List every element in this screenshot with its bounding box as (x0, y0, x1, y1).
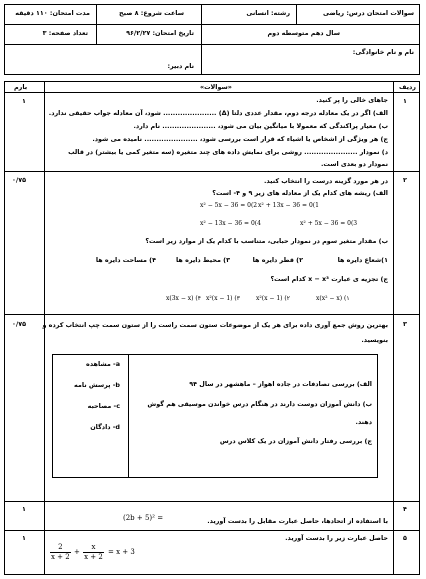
exam-date: تاریخ امتحان: ۹۶/۲/۲۷ (126, 29, 194, 37)
fraction-denominator: x + 2 (51, 552, 70, 561)
question-title: در هر مورد گزینه درست را انتخاب کنید. (264, 177, 388, 185)
question-text: حاصل عبارت زیر را بدست آورید. (285, 534, 388, 542)
start-time: ساعت شروع: ۸ صبح (119, 9, 184, 17)
question-title: جاهای خالی را پر کنید. (316, 96, 388, 104)
mc-option[interactable]: x(3x − x) (۴ (166, 295, 201, 302)
question-score: ۰/۷۵ (12, 176, 27, 184)
fraction (83, 543, 104, 562)
table-divider (4, 501, 420, 502)
teacher-name-field[interactable]: نام دبیر: (167, 62, 194, 70)
fill-blank-d-cont: نمودار دو بعدی است. (321, 160, 388, 168)
identity-expression: (2b + 5)² = (123, 514, 164, 522)
mc-option[interactable]: x² + 5x − 36 = 0(3 (300, 220, 358, 227)
question-title: بهترین روش جمع آوری داده برای هر یک از موضوعات ستون سمت راست را از ستون سمت چپ انتخاب کرده و (42, 321, 388, 329)
mc-option[interactable]: ۴) مساحت دایره ها (95, 256, 156, 264)
matching-left-item: d- دادگان (90, 423, 120, 431)
question-number: ۵ (403, 534, 407, 542)
mc-option[interactable]: x² − 5x − 36 = 0(2 (200, 202, 258, 209)
question-number: ۱ (403, 97, 407, 105)
grade-label: سال دهم متوسطه دوم (267, 29, 340, 37)
header-divider (4, 44, 420, 45)
plus-sign: + (73, 547, 80, 556)
table-divider (128, 354, 129, 478)
matching-left-item: c- مصاحبه (87, 402, 120, 410)
matching-right-item: ب) دانش آموزان دوست دارند در هنگام درس خواندن موسیقی هم گوش (147, 400, 372, 408)
duration: مدت امتحان: ۱۱۰ دقیقه (15, 9, 90, 17)
matching-right-item: ج) بررسی رفتار دانش آموزان در یک کلاس درس (219, 437, 372, 445)
fraction-numerator: 2 (50, 543, 71, 553)
header-divider (296, 4, 297, 24)
question-number: ۳ (403, 320, 407, 328)
header-divider (201, 4, 202, 44)
table-divider (4, 92, 420, 93)
fraction-numerator: x (83, 543, 104, 553)
col-header-questions: «سوالات» (200, 83, 232, 91)
question-number: ۴ (403, 505, 407, 513)
mc-option[interactable]: x²(x − 1) (۲ (256, 295, 290, 302)
matching-left-item: a- مشاهده (86, 360, 120, 368)
mc-option[interactable]: ۲) قطر دایره ها (252, 256, 303, 264)
question-title-cont: بنویسید. (361, 336, 388, 344)
header-divider (96, 4, 97, 44)
mc-option[interactable]: x(x² − x) (۱ (316, 295, 350, 302)
header-divider (4, 24, 420, 25)
mc-question-c: ج) تجزیه ی عبارت x − x³ کدام است؟ (270, 275, 388, 283)
fill-blank-d: د) نمودار ...................... روشی برای نمایش داده های چند متغیره (سه متغیر کمی یا بیشتر) در قالب (68, 148, 388, 156)
fill-blank-a: الف) اگر در یک معادله درجه دوم، مقدار عددی دلتا (Δ) ...................... شود، آن معادله جواب حقیقی ندارد. (48, 109, 388, 117)
question-number: ۲ (403, 176, 407, 184)
matching-right-item: الف) بررسی تصادفات در جاده اهواز – ماهشهر در سال ۹۴ (189, 380, 372, 388)
mc-option[interactable]: ۳) محیط دایره ها (176, 256, 230, 264)
fraction-denominator: x + 2 (84, 552, 103, 561)
question-score: ۱ (22, 505, 26, 513)
question-score: ۰/۷۵ (12, 320, 27, 328)
mc-question-a: الف) ریشه های کدام یک از معادله های زیر ۹ و ۴- است؟ (212, 189, 388, 197)
question-text: با استفاده از اتحادها، حاصل عبارت مقابل را بدست آورید. (207, 517, 388, 525)
mc-option[interactable]: x² + 13x − 36 = 0(1 (258, 202, 319, 209)
mc-option[interactable]: x² − 13x − 36 = 0(4 (200, 220, 261, 227)
fill-blank-c: ج) هر ویژگی از اشخاص یا اشیاء که قرار است بررسی شود، ...................... نامیده می شود. (92, 135, 388, 143)
student-name-field[interactable]: نام و نام خانوادگی: (352, 48, 414, 56)
table-divider (4, 314, 420, 315)
equation (50, 543, 135, 573)
mc-option[interactable]: ۱)شعاع دایره ها (337, 256, 388, 264)
matching-box (52, 354, 378, 478)
fraction (50, 543, 71, 562)
equation-rhs: = x + 3 (108, 547, 135, 556)
table-divider (4, 530, 420, 531)
question-score: ۱ (22, 97, 26, 105)
field-label: رشته: انسانی (246, 9, 290, 17)
col-header-row: ردیف (399, 83, 416, 91)
header-divider (201, 44, 202, 75)
col-header-score: بارم (14, 83, 28, 91)
exam-subject: سوالات امتحان درس: ریاضی (322, 9, 414, 17)
fill-blank-b: ب) معیار پراکندگی که معمولا با میانگین بیان می شود، ...................... نام دارد. (133, 122, 388, 130)
question-score: ۱ (22, 534, 26, 542)
matching-left-item: b- پرسش نامه (73, 381, 120, 389)
matching-right-item-cont: دهند. (355, 418, 372, 426)
page-count: تعداد صفحه: ۳ (42, 29, 88, 37)
mc-question-b: ب) مقدار متغیر سوم در نمودار حبابی، متناسب با کدام یک از موارد زیر است؟ (145, 237, 388, 245)
mc-option[interactable]: x²(x − 1) (۳ (206, 295, 240, 302)
table-divider (4, 171, 420, 172)
